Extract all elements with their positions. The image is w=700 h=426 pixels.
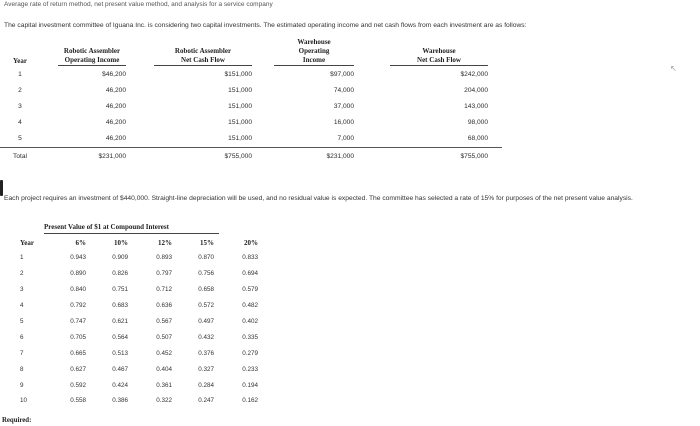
pv-cell-factor: 0.452 <box>156 349 172 357</box>
pv-table-title: Present Value of $1 at Compound Interest <box>44 223 169 231</box>
pv-cell-factor: 0.507 <box>156 333 172 341</box>
pv-cell-factor: 0.497 <box>198 318 214 325</box>
cell-ra-income: 46,200 <box>105 102 126 110</box>
cell-ra-income: 46,200 <box>105 135 126 143</box>
investment-paragraph: Each project requires an investment of $440,000. Straight-line depreciation will be used, and no residual value is expected. The committee has selected a rate of 15% for purposes of the net present value analysis. <box>4 195 633 202</box>
cell-year: 5 <box>18 135 22 143</box>
pv-cell-factor: 0.572 <box>198 302 214 310</box>
pv-cell-factor: 0.279 <box>242 349 258 357</box>
pv-cell-factor: 0.162 <box>242 397 258 405</box>
pv-cell-factor: 0.322 <box>156 397 172 405</box>
pv-cell-factor: 0.376 <box>198 349 214 357</box>
cursor-icon: ↖ <box>670 64 677 73</box>
cash-table-header-row <box>0 38 502 66</box>
cell-wh-cash: $242,000 <box>460 70 488 78</box>
pv-cell-factor: 0.751 <box>112 286 128 294</box>
cell-wh-income: $97,000 <box>330 70 354 78</box>
pv-cell-factor: 0.658 <box>198 286 214 294</box>
table-row <box>0 98 502 114</box>
pv-cell-factor: 0.482 <box>242 302 258 310</box>
table-row <box>14 393 258 409</box>
cell-ra-income: 46,200 <box>105 86 126 94</box>
table-row <box>0 115 502 131</box>
pv-cell-year: 3 <box>20 286 24 294</box>
pv-cell-factor: 0.327 <box>198 365 214 373</box>
cell-ra-cash: $151,000 <box>224 70 252 78</box>
table-row <box>14 377 258 393</box>
pv-col-header: 15% <box>200 238 214 247</box>
cell-total-ra-income: $231,000 <box>40 147 134 164</box>
pv-cell-factor: 0.361 <box>156 381 172 389</box>
pv-cell-factor: 0.747 <box>70 318 86 325</box>
table-row <box>14 282 258 298</box>
pv-cell-factor: 0.712 <box>156 286 172 294</box>
cell-year: 2 <box>18 86 22 94</box>
cell-wh-cash: 98,000 <box>467 119 488 127</box>
pv-col-header: 12% <box>158 238 172 247</box>
pv-cell-factor: 0.402 <box>242 318 258 325</box>
table-row <box>0 131 502 148</box>
pv-cell-year: 7 <box>20 349 24 357</box>
col-header-ra-cash: Robotic Assembler Net Cash Flow <box>134 38 260 66</box>
intro-text: The capital investment committee of Iguana Inc. is considering two capital investments. The estimated operating income and net cash flows from each investment are as follows: <box>4 22 527 29</box>
table-row <box>14 298 258 314</box>
cell-wh-cash: 204,000 <box>464 86 488 94</box>
cell-wh-income: 7,000 <box>337 135 354 143</box>
pv-cell-factor: 0.335 <box>242 333 258 341</box>
pv-cell-factor: 0.233 <box>242 365 258 373</box>
pv-col-header: Year <box>20 238 34 247</box>
page-header-line: Average rate of return method, net present value method, and analysis for a service company <box>4 1 273 8</box>
pv-cell-factor: 0.870 <box>198 254 214 262</box>
table-row <box>14 345 258 361</box>
cell-ra-cash: 151,000 <box>228 102 252 110</box>
pv-cell-factor: 0.564 <box>112 333 128 341</box>
pv-cell-year: 5 <box>20 318 24 325</box>
present-value-table <box>14 235 258 409</box>
pv-header-row <box>14 235 258 250</box>
pv-cell-factor: 0.558 <box>70 397 86 405</box>
cell-total-ra-cash: $755,000 <box>134 147 260 164</box>
pv-cell-factor: 0.424 <box>112 381 128 389</box>
pv-cell-factor: 0.404 <box>156 365 172 373</box>
cell-ra-cash: 151,000 <box>228 119 252 127</box>
pv-cell-factor: 0.909 <box>112 254 128 262</box>
col-header-year: Year <box>13 57 27 65</box>
cell-wh-cash: 143,000 <box>464 102 488 110</box>
cell-wh-income: 74,000 <box>333 86 354 94</box>
pv-cell-factor: 0.467 <box>112 365 128 373</box>
pv-cell-factor: 0.665 <box>70 349 86 357</box>
cell-ra-cash: 151,000 <box>228 135 252 143</box>
pv-cell-factor: 0.826 <box>112 270 128 278</box>
table-row <box>14 361 258 377</box>
pv-cell-factor: 0.943 <box>70 254 86 262</box>
pv-cell-factor: 0.579 <box>242 286 258 294</box>
pv-cell-year: 2 <box>20 270 24 278</box>
pv-cell-factor: 0.636 <box>156 302 172 310</box>
cell-ra-cash: 151,000 <box>228 86 252 94</box>
cell-year: 1 <box>18 70 22 78</box>
cash-flow-table <box>0 38 502 164</box>
table-row <box>14 250 258 266</box>
pv-cell-factor: 0.567 <box>156 318 172 325</box>
pv-cell-factor: 0.432 <box>198 333 214 341</box>
cell-total-label: Total <box>0 147 40 164</box>
pv-cell-factor: 0.621 <box>112 318 128 325</box>
pv-col-header: 6% <box>75 238 86 247</box>
pv-cell-factor: 0.694 <box>242 270 258 278</box>
cell-wh-income: 37,000 <box>333 102 354 110</box>
pv-cell-factor: 0.833 <box>242 254 258 262</box>
pv-col-header: 10% <box>114 238 128 247</box>
table-total-row <box>0 147 502 164</box>
cell-ra-income: 46,200 <box>105 119 126 127</box>
pv-cell-factor: 0.247 <box>198 397 214 405</box>
cell-year: 3 <box>18 102 22 110</box>
pv-cell-year: 8 <box>20 365 24 373</box>
pv-cell-factor: 0.797 <box>156 270 172 278</box>
scroll-indicator <box>0 180 3 196</box>
pv-cell-factor: 0.513 <box>112 349 128 357</box>
col-header-wh-cash: Warehouse Net Cash Flow <box>360 38 502 66</box>
table-row <box>14 329 258 345</box>
col-header-wh-income: Warehouse Operating Income <box>260 38 360 66</box>
pv-cell-factor: 0.683 <box>112 302 128 310</box>
pv-cell-year: 6 <box>20 333 24 341</box>
pv-cell-factor: 0.194 <box>242 381 258 389</box>
pv-cell-factor: 0.893 <box>156 254 172 262</box>
pv-cell-factor: 0.890 <box>70 270 86 278</box>
pv-cell-factor: 0.705 <box>70 333 86 341</box>
pv-title-rule <box>44 233 219 234</box>
pv-cell-year: 10 <box>20 397 28 405</box>
pv-cell-factor: 0.756 <box>198 270 214 278</box>
required-label: Required: <box>2 417 32 424</box>
table-row <box>14 314 258 330</box>
pv-cell-year: 1 <box>20 254 24 262</box>
table-row <box>0 82 502 98</box>
cell-year: 4 <box>18 119 22 127</box>
pv-cell-year: 9 <box>20 381 24 389</box>
pv-cell-year: 4 <box>20 302 24 310</box>
cell-wh-income: 16,000 <box>333 119 354 127</box>
cell-total-wh-cash: $755,000 <box>360 147 502 164</box>
pv-cell-factor: 0.840 <box>70 286 86 294</box>
cell-total-wh-income: $231,000 <box>260 147 360 164</box>
pv-cell-factor: 0.386 <box>112 397 128 405</box>
table-row <box>14 266 258 282</box>
pv-cell-factor: 0.627 <box>70 365 86 373</box>
pv-cell-factor: 0.592 <box>70 381 86 389</box>
pv-cell-factor: 0.284 <box>198 381 214 389</box>
table-row <box>0 66 502 82</box>
pv-col-header: 20% <box>244 238 258 247</box>
cell-ra-income: $46,200 <box>102 70 126 78</box>
col-header-ra-income: Robotic Assembler Operating Income <box>40 38 134 66</box>
cell-wh-cash: 68,000 <box>467 135 488 143</box>
pv-cell-factor: 0.792 <box>70 302 86 310</box>
